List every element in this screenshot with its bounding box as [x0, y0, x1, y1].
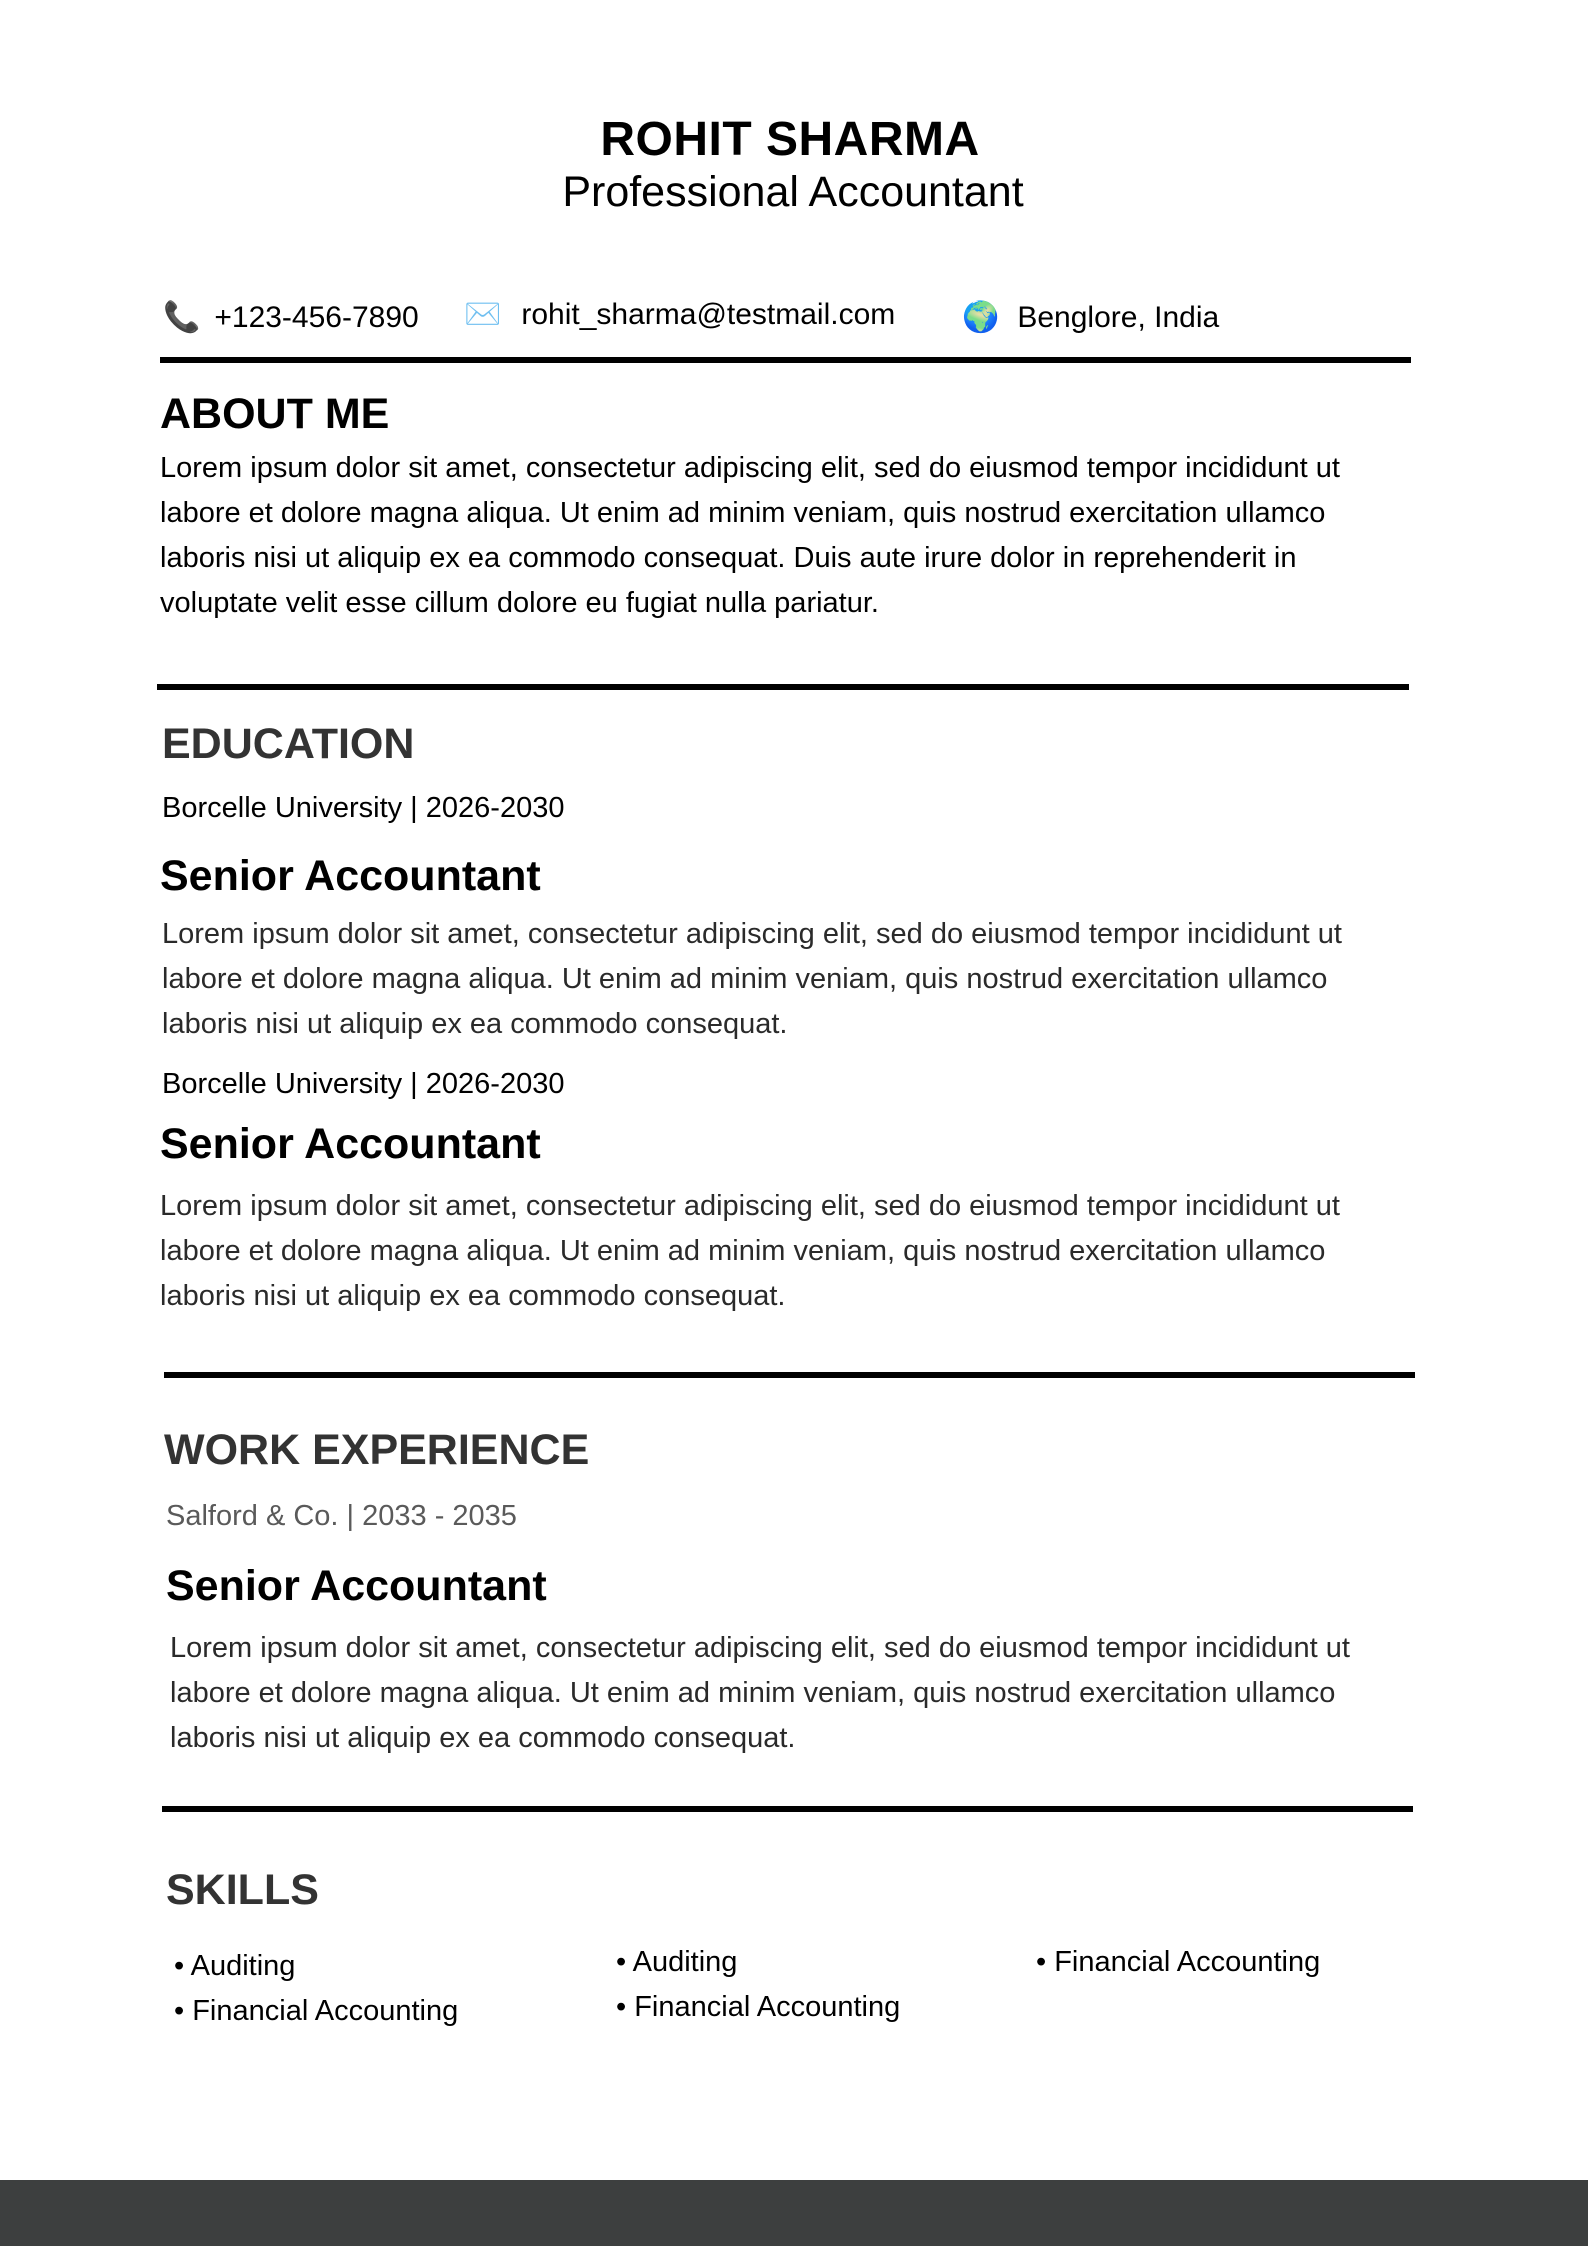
education-line: labore et dolore magna aliqua. Ut enim ad minim veniam, quis nostrud exercitation ullamco	[162, 963, 1328, 995]
education-line: Lorem ipsum dolor sit amet, consectetur adipiscing elit, sed do eiusmod tempor incididunt ut	[162, 918, 1342, 950]
email-text: rohit_sharma@testmail.com	[521, 297, 896, 331]
skill-item: • Financial Accounting	[616, 1991, 901, 2023]
resume-title: Professional Accountant	[562, 168, 1024, 216]
work-text	[170, 1626, 1430, 1761]
education-meta: Borcelle University | 2026-2030	[162, 1068, 565, 1100]
education-line: Lorem ipsum dolor sit amet, consectetur adipiscing elit, sed do eiusmod tempor incididunt ut	[160, 1190, 1340, 1222]
about-line: labore et dolore magna aliqua. Ut enim ad minim veniam, quis nostrud exercitation ullamco	[160, 497, 1326, 529]
divider	[164, 1372, 1415, 1378]
about-line: voluptate velit esse cillum dolore eu fugiat nulla pariatur.	[160, 587, 879, 619]
work-heading: WORK EXPERIENCE	[164, 1426, 590, 1474]
about-heading: ABOUT ME	[160, 390, 390, 438]
education-text	[162, 912, 1422, 1047]
skills-column	[1036, 1940, 1320, 1985]
contact-phone	[163, 300, 419, 335]
work-meta: Salford & Co. | 2033 - 2035	[166, 1500, 517, 1532]
resume-name: ROHIT SHARMA	[600, 113, 980, 166]
education-title: Senior Accountant	[160, 1120, 541, 1168]
phone-icon: 📞	[163, 301, 201, 334]
skills-heading: SKILLS	[166, 1866, 319, 1914]
divider	[162, 1806, 1413, 1812]
contact-location	[962, 300, 1219, 335]
footer-bar	[0, 2180, 1588, 2246]
skill-item: • Financial Accounting	[174, 1995, 459, 2027]
location-text: Benglore, India	[1017, 300, 1220, 334]
skills-column	[174, 1944, 458, 2034]
education-line: laboris nisi ut aliquip ex ea commodo consequat.	[162, 1008, 788, 1040]
skill-item: • Auditing	[616, 1946, 738, 1978]
work-line: laboris nisi ut aliquip ex ea commodo consequat.	[170, 1722, 796, 1754]
education-line: laboris nisi ut aliquip ex ea commodo consequat.	[160, 1280, 786, 1312]
divider	[160, 357, 1411, 363]
contact-email	[464, 297, 895, 332]
education-line: labore et dolore magna aliqua. Ut enim ad minim veniam, quis nostrud exercitation ullamco	[160, 1235, 1326, 1267]
skill-item: • Auditing	[174, 1950, 296, 1982]
about-text	[160, 446, 1420, 626]
skill-item: • Financial Accounting	[1036, 1946, 1321, 1978]
education-title: Senior Accountant	[160, 852, 541, 900]
work-line: Lorem ipsum dolor sit amet, consectetur adipiscing elit, sed do eiusmod tempor incididunt ut	[170, 1632, 1350, 1664]
divider	[157, 684, 1409, 690]
work-line: labore et dolore magna aliqua. Ut enim ad minim veniam, quis nostrud exercitation ullamco	[170, 1677, 1336, 1709]
education-text	[160, 1184, 1420, 1319]
work-title: Senior Accountant	[166, 1562, 547, 1610]
education-heading: EDUCATION	[162, 720, 415, 768]
globe-icon: 🌍	[962, 301, 1000, 334]
phone-text: +123-456-7890	[214, 300, 419, 334]
education-meta: Borcelle University | 2026-2030	[162, 792, 565, 824]
envelope-icon: ✉️	[464, 298, 502, 331]
about-line: Lorem ipsum dolor sit amet, consectetur adipiscing elit, sed do eiusmod tempor incididunt ut	[160, 452, 1340, 484]
about-line: laboris nisi ut aliquip ex ea commodo consequat. Duis aute irure dolor in reprehenderit in	[160, 542, 1297, 574]
skills-column	[616, 1940, 900, 2030]
